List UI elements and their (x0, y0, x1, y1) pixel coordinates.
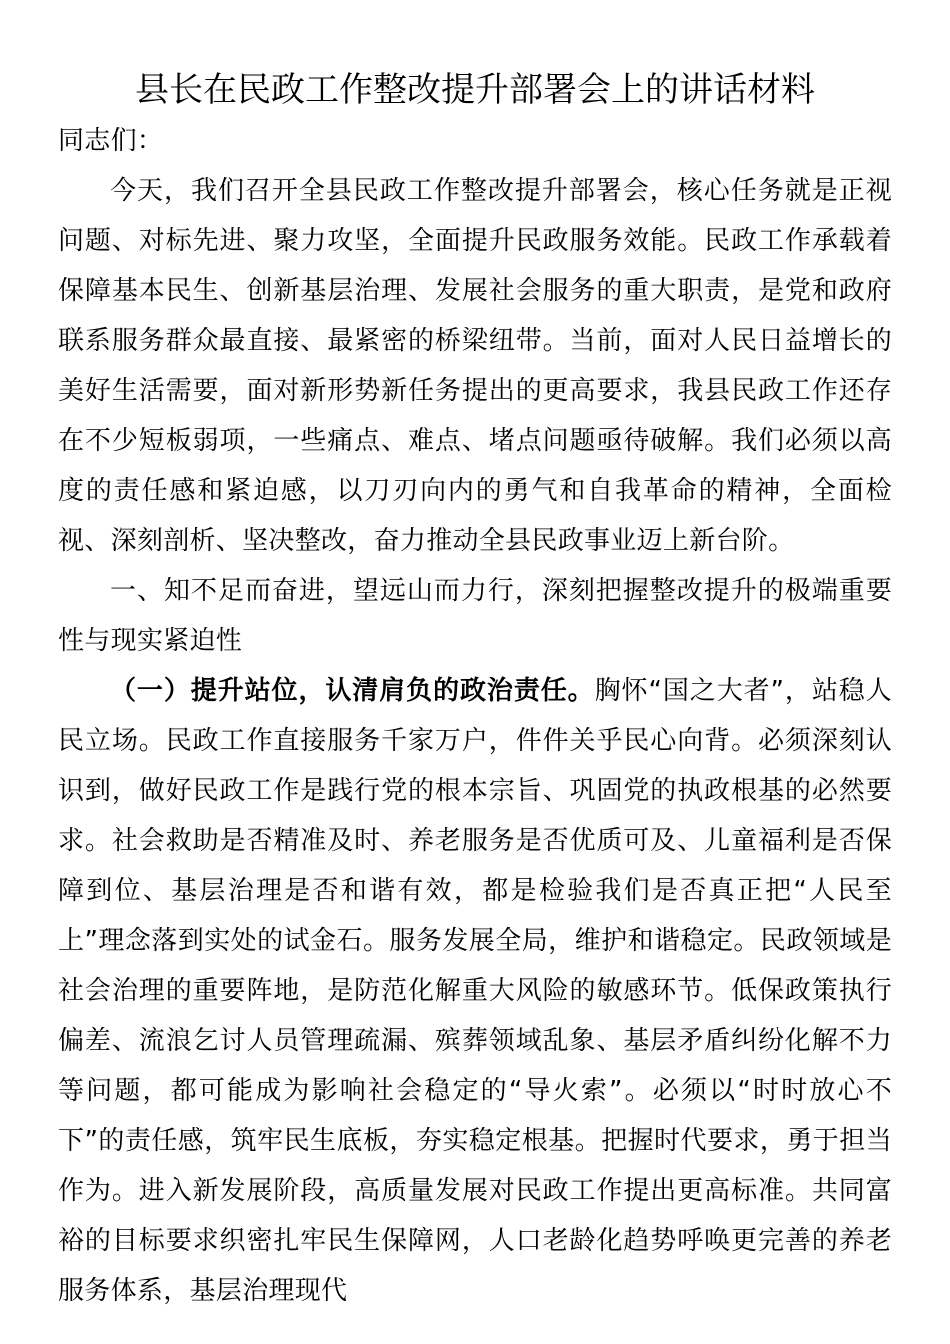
subsection-paragraph-1 (58, 666, 892, 1316)
intro-paragraph: 今天，我们召开全县民政工作整改提升部署会，核心任务就是正视问题、对标先进、聚力攻坚，全面提升民政服务效能。民政工作承载着保障基本民生、创新基层治理、发展社会服务的重大职责，是党和政府联系服务群众最直接、最紧密的桥梁纽带。当前，面对人民日益增长的美好生活需要，面对新形势新任务提出的更高要求，我县民政工作还存在不少短板弱项，一些痛点、难点、堵点问题亟待破解。我们必须以高度的责任感和紧迫感，以刀刃向内的勇气和自我革命的精神，全面检视、深刻剖析、坚决整改，奋力推动全县民政事业迈上新台阶。 (58, 176, 892, 556)
subsection-body-1: 胸怀“国之大者”，站稳人民立场。民政工作直接服务千家万户，件件关乎民心向背。必须深刻认识到，做好民政工作是践行党的根本宗旨、巩固党的执政根基的必然要求。社会救助是否精准及时、养老服务是否优质可及、儿童福利是否保障到位、基层治理是否和谐有效，都是检验我们是否真正把“人民至上”理念落到实处的试金石。服务发展全局，维护和谐稳定。民政领域是社会治理的重要阵地，是防范化解重大风险的敏感环节。低保政策执行偏差、流浪乞讨人员管理疏漏、殡葬领域乱象、基层矛盾纠纷化解不力等问题，都可能成为影响社会稳定的“导火索”。必须以“时时放心不下”的责任感，筑牢民生底板，夯实稳定根基。把握时代要求，勇于担当作为。进入新发展阶段，高质量发展对民政工作提出更高标准。共同富裕的目标要求织密扎牢民生保障网，人口老龄化趋势呼唤更完善的养老服务体系，基层治理现代 (58, 676, 892, 1306)
document-title: 县长在民政工作整改提升部署会上的讲话材料 (135, 70, 815, 110)
document-body (58, 116, 892, 1316)
salutation: 同志们： (58, 126, 164, 156)
subsection-heading-1: （一）提升站位，认清肩负的政治责任。 (110, 676, 595, 706)
section-heading-1: 一、知不足而奋进，望远山而力行，深刻把握整改提升的极端重要性与现实紧迫性 (58, 576, 892, 656)
